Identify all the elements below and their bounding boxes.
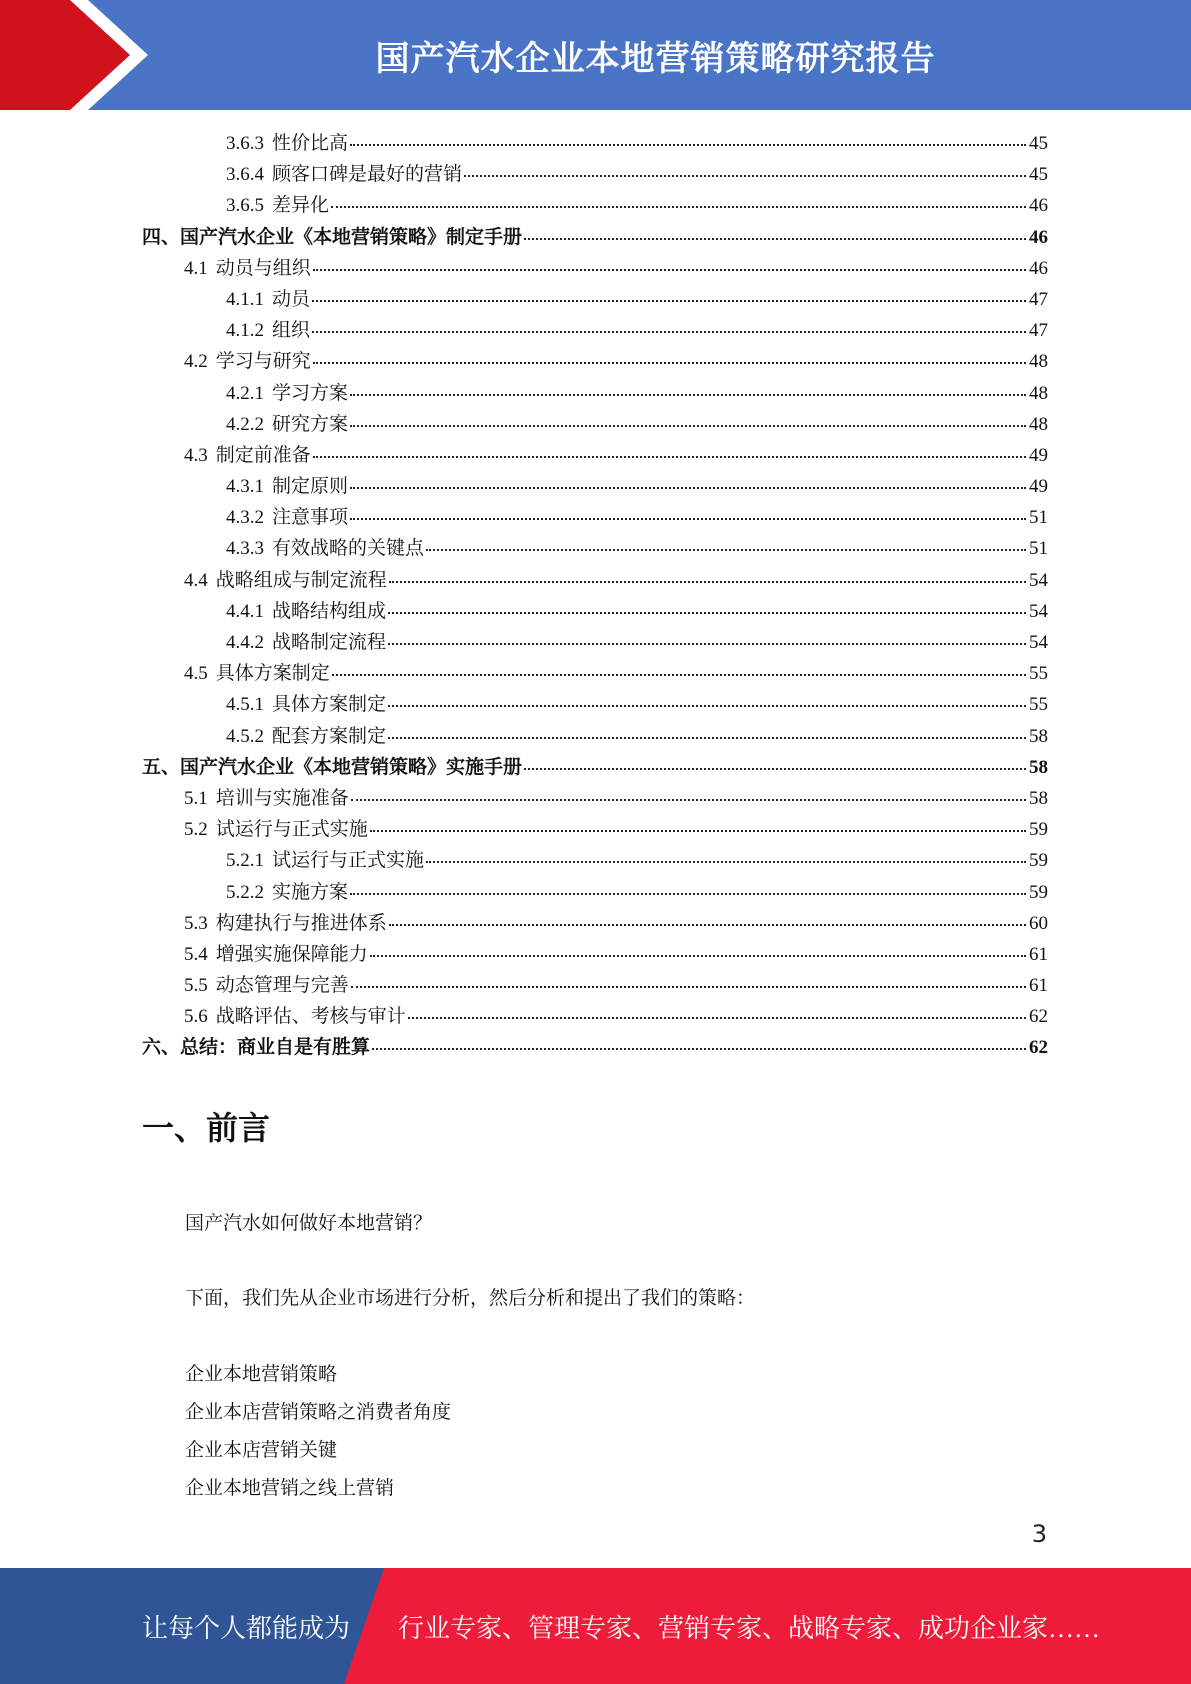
toc-entry[interactable]	[142, 783, 1048, 814]
toc-entry-page: 46	[1029, 226, 1048, 248]
page-number: 3	[1031, 1520, 1047, 1548]
preface-list-item: 企业本地营销策略	[185, 1364, 338, 1385]
page-footer	[0, 1568, 1191, 1684]
toc-entry-page: 58	[1029, 756, 1048, 778]
toc-entry-number: 5.2	[184, 819, 208, 841]
toc-entry-title: 战略组成与制定流程	[215, 569, 387, 591]
toc-entry-page: 51	[1029, 538, 1048, 560]
toc-dot-leader	[426, 861, 1026, 863]
toc-entry-page: 47	[1029, 288, 1048, 310]
toc-entry-title: 差异化	[272, 195, 330, 217]
toc-entry-number: 5.2.2	[226, 881, 264, 903]
toc-entry-title: 制定前准备	[215, 444, 311, 466]
toc-dot-leader	[388, 737, 1026, 739]
page-header	[0, 0, 1191, 110]
toc-entry-number: 5.6	[184, 1006, 208, 1028]
toc-entry-page: 51	[1029, 507, 1048, 529]
toc-entry[interactable]	[142, 721, 1048, 752]
toc-entry-page: 45	[1029, 133, 1048, 154]
toc-entry-page: 48	[1029, 413, 1048, 435]
footer-slogan: 让每个人都能成为	[142, 1613, 351, 1643]
toc-entry[interactable]	[142, 877, 1048, 908]
toc-dot-leader	[388, 612, 1026, 614]
toc-entry[interactable]	[142, 284, 1048, 315]
toc-entry-page: 59	[1029, 819, 1048, 841]
toc-entry[interactable]	[142, 378, 1048, 409]
toc-entry-page: 55	[1029, 694, 1048, 716]
toc-entry-page: 54	[1029, 632, 1048, 653]
toc-entry-title: 动态管理与完善	[215, 975, 349, 997]
toc-entry-title: 增强实施保障能力	[215, 943, 368, 965]
toc-entry[interactable]	[142, 222, 1048, 253]
toc-entry[interactable]	[142, 939, 1048, 970]
toc-entry-title: 动员与组织	[215, 257, 311, 279]
toc-entry-number: 4.3.3	[226, 538, 264, 560]
toc-entry-page: 48	[1029, 382, 1048, 404]
toc-entry-page: 61	[1029, 943, 1048, 965]
toc-entry[interactable]	[142, 533, 1048, 564]
toc-entry-number: 5.2.1	[226, 850, 264, 872]
toc-entry-title: 动员	[272, 288, 311, 310]
toc-entry-title: 五、国产汽水企业《本地营销策略》实施手册	[142, 756, 523, 778]
toc-entry-title: 注意事项	[272, 507, 349, 529]
toc-entry[interactable]	[142, 471, 1048, 502]
toc-dot-leader	[350, 425, 1026, 427]
toc-entry[interactable]	[142, 908, 1048, 939]
toc-entry-number: 4.3.2	[226, 507, 264, 529]
toc-entry-page: 48	[1029, 351, 1048, 373]
toc-dot-leader	[389, 581, 1026, 583]
toc-entry-number: 4.4.1	[226, 600, 264, 622]
toc-entry[interactable]	[142, 159, 1048, 190]
toc-entry[interactable]	[142, 1001, 1048, 1032]
toc-entry-number: 4.3	[184, 444, 208, 466]
toc-entry-title: 组织	[272, 320, 311, 342]
preface-list-item: 企业本店营销策略之消费者角度	[185, 1402, 452, 1423]
toc-dot-leader	[524, 238, 1026, 240]
toc-entry-title: 六、总结：商业自是有胜算	[142, 1037, 371, 1059]
toc-dot-leader	[350, 394, 1026, 396]
toc-dot-leader	[350, 518, 1026, 520]
toc-entry-page: 62	[1029, 1037, 1048, 1059]
toc-dot-leader	[372, 1048, 1026, 1050]
toc-entry-number: 3.6.3	[226, 133, 264, 154]
toc-entry-number: 4.2	[184, 351, 208, 373]
toc-dot-leader	[389, 924, 1026, 926]
toc-entry[interactable]	[142, 970, 1048, 1001]
toc-dot-leader	[426, 549, 1026, 551]
toc-entry-number: 4.5	[184, 663, 208, 685]
toc-entry-number: 4.1	[184, 257, 208, 279]
toc-entry[interactable]	[142, 1032, 1048, 1063]
toc-entry-title: 性价比高	[272, 133, 349, 154]
toc-dot-leader	[464, 175, 1026, 177]
toc-dot-leader	[332, 674, 1026, 676]
toc-dot-leader	[350, 893, 1026, 895]
toc-entry-page: 59	[1029, 850, 1048, 872]
toc-entry-title: 构建执行与推进体系	[215, 912, 387, 934]
toc-entry-title: 有效战略的关键点	[272, 538, 425, 560]
toc-entry-page: 45	[1029, 164, 1048, 186]
toc-entry-number: 4.1.2	[226, 320, 264, 342]
toc-dot-leader	[351, 799, 1026, 801]
toc-entry-number: 5.5	[184, 975, 208, 997]
toc-dot-leader	[313, 456, 1026, 458]
toc-entry-title: 战略评估、考核与审计	[215, 1006, 406, 1028]
toc-entry-number: 4.2.1	[226, 382, 264, 404]
toc-entry[interactable]	[142, 190, 1048, 221]
toc-entry-page: 47	[1029, 320, 1048, 342]
toc-entry-page: 59	[1029, 881, 1048, 903]
toc-entry-number: 4.2.2	[226, 413, 264, 435]
toc-entry-page: 62	[1029, 1006, 1048, 1028]
toc-dot-leader	[370, 830, 1026, 832]
toc-entry[interactable]	[142, 845, 1048, 876]
toc-dot-leader	[388, 643, 1026, 645]
toc-dot-leader	[313, 362, 1026, 364]
toc-entry-page: 58	[1029, 787, 1048, 809]
toc-entry-number: 3.6.4	[226, 164, 264, 186]
toc-entry-number: 4.4	[184, 569, 208, 591]
toc-entry-title: 实施方案	[272, 881, 349, 903]
preface-intro: 下面，我们先从企业市场进行分析，然后分析和提出了我们的策略：	[185, 1288, 756, 1309]
document-title: 国产汽水企业本地营销策略研究报告	[375, 38, 936, 79]
toc-entry-title: 研究方案	[272, 413, 349, 435]
toc-entry-title: 顾客口碑是最好的营销	[272, 164, 463, 186]
toc-entry[interactable]	[142, 502, 1048, 533]
toc-entry-page: 54	[1029, 569, 1048, 591]
table-of-contents	[142, 128, 1048, 1064]
toc-entry-page: 54	[1029, 600, 1048, 622]
toc-dot-leader	[312, 331, 1026, 333]
toc-entry[interactable]	[142, 128, 1048, 159]
preface-list-item: 企业本店营销关键	[185, 1440, 338, 1461]
toc-entry-page: 46	[1029, 257, 1048, 279]
toc-dot-leader	[388, 705, 1026, 707]
section-heading: 一、前言	[142, 1109, 271, 1147]
toc-entry-title: 具体方案制定	[272, 694, 387, 716]
toc-entry-number: 4.4.2	[226, 632, 264, 653]
toc-dot-leader	[350, 487, 1026, 489]
toc-entry[interactable]	[142, 315, 1048, 346]
toc-entry-title: 培训与实施准备	[215, 787, 349, 809]
toc-entry-number: 4.5.2	[226, 725, 264, 747]
toc-entry-page: 49	[1029, 476, 1048, 498]
toc-entry[interactable]	[142, 596, 1048, 627]
toc-entry-number: 5.3	[184, 912, 208, 934]
toc-dot-leader	[408, 1017, 1026, 1019]
toc-entry-page: 58	[1029, 725, 1048, 747]
toc-entry[interactable]	[142, 409, 1048, 440]
toc-dot-leader	[351, 986, 1026, 988]
toc-entry-title: 制定原则	[272, 476, 349, 498]
toc-dot-leader	[312, 300, 1026, 302]
toc-entry-title: 战略制定流程	[272, 632, 387, 653]
toc-entry-title: 试运行与正式实施	[272, 850, 425, 872]
toc-entry[interactable]	[142, 440, 1048, 471]
toc-entry-page: 55	[1029, 663, 1048, 685]
toc-dot-leader	[370, 955, 1026, 957]
preface-list-item: 企业本地营销之线上营销	[185, 1478, 395, 1499]
toc-entry-title: 试运行与正式实施	[215, 819, 368, 841]
toc-entry-number: 4.3.1	[226, 476, 264, 498]
toc-entry-page: 61	[1029, 975, 1048, 997]
preface-question: 国产汽水如何做好本地营销？	[185, 1213, 433, 1234]
toc-entry-page: 60	[1029, 912, 1048, 934]
toc-entry-title: 具体方案制定	[215, 663, 330, 685]
toc-entry[interactable]	[142, 658, 1048, 689]
toc-dot-leader	[524, 768, 1026, 770]
toc-entry-number: 4.1.1	[226, 288, 264, 310]
toc-entry-number: 3.6.5	[226, 195, 264, 217]
toc-entry[interactable]	[142, 253, 1048, 284]
toc-entry[interactable]	[142, 814, 1048, 845]
toc-entry[interactable]	[142, 346, 1048, 377]
toc-entry-title: 配套方案制定	[272, 725, 387, 747]
toc-dot-leader	[313, 269, 1026, 271]
toc-entry-number: 5.4	[184, 943, 208, 965]
footer-roles: 行业专家、管理专家、营销专家、战略专家、成功企业家……	[398, 1613, 1101, 1643]
toc-entry-title: 学习与研究	[215, 351, 311, 373]
toc-entry-page: 46	[1029, 195, 1048, 217]
toc-entry-number: 5.1	[184, 787, 208, 809]
toc-entry-title: 学习方案	[272, 382, 349, 404]
toc-dot-leader	[331, 206, 1026, 208]
toc-entry-page: 49	[1029, 444, 1048, 466]
toc-dot-leader	[350, 144, 1026, 146]
toc-entry-title: 四、国产汽水企业《本地营销策略》制定手册	[142, 226, 523, 248]
toc-entry[interactable]	[142, 752, 1048, 783]
toc-entry[interactable]	[142, 565, 1048, 596]
toc-entry[interactable]	[142, 689, 1048, 720]
toc-entry[interactable]	[142, 627, 1048, 658]
toc-entry-title: 战略结构组成	[272, 600, 387, 622]
toc-entry-number: 4.5.1	[226, 694, 264, 716]
